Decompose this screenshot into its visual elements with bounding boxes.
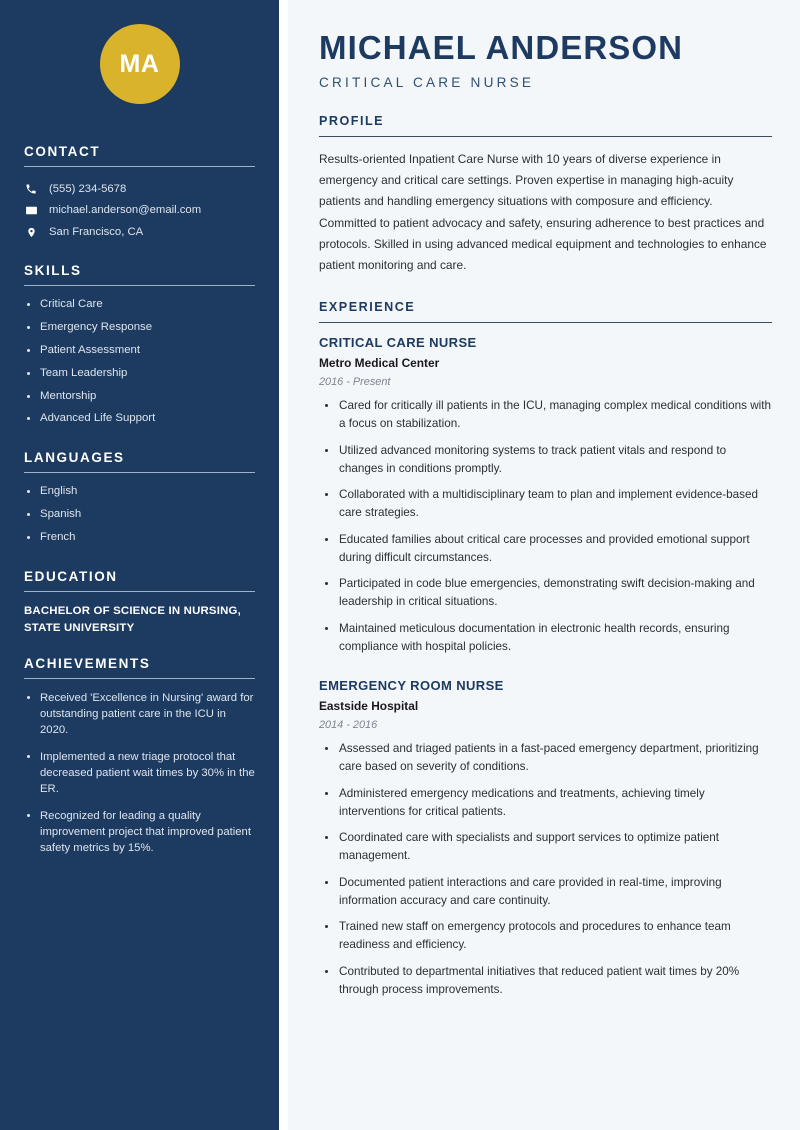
experience-spacer — [319, 664, 772, 678]
list-item: Coordinated care with specialists and support services to optimize patient management. — [319, 829, 772, 866]
experience-job-title: EMERGENCY ROOM NURSE — [319, 678, 504, 694]
experience-job-title: CRITICAL CARE NURSE — [319, 335, 477, 351]
list-item: Recognized for leading a quality improvement project that improved patient safety metrics by 15%. — [24, 808, 255, 856]
education-degree: BACHELOR OF SCIENCE IN NURSING, STATE UNIVERSITY — [24, 605, 241, 634]
job-subtitle: CRITICAL CARE NURSE — [319, 74, 535, 90]
contact-item-location — [24, 221, 255, 243]
profile-section — [319, 114, 772, 276]
list-item: Trained new staff on emergency protocols and procedures to enhance team readiness and efficiency. — [319, 918, 772, 955]
list-item: Advanced Life Support — [24, 411, 255, 426]
list-item: English — [24, 484, 255, 499]
experience-divider — [319, 322, 772, 323]
avatar-initials: MA — [119, 49, 160, 78]
list-item: Assessed and triaged patients in a fast-paced emergency department, prioritizing care based on severity of conditions. — [319, 740, 772, 777]
main-content — [288, 0, 800, 1130]
list-item: Contributed to departmental initiatives that reduced patient wait times by 20% through process improvements. — [319, 963, 772, 1000]
phone-icon — [24, 183, 38, 195]
education-divider — [24, 591, 255, 592]
experience-dates: 2016 - Present — [319, 376, 391, 389]
experience-dates: 2014 - 2016 — [319, 719, 378, 732]
languages-heading: LANGUAGES — [24, 450, 125, 466]
avatar — [100, 24, 180, 104]
contact-email-value: michael.anderson@email.com — [49, 204, 202, 217]
skills-heading: SKILLS — [24, 263, 82, 279]
avatar-container — [24, 0, 255, 128]
panel-gutter — [279, 0, 288, 1130]
achievements-section — [24, 640, 255, 856]
education-heading: EDUCATION — [24, 569, 118, 585]
contact-item-email[interactable] — [24, 200, 255, 222]
contact-section — [24, 128, 255, 243]
languages-section — [24, 434, 255, 545]
map-pin-icon — [24, 226, 38, 239]
list-item: Emergency Response — [24, 320, 255, 335]
contact-item-phone[interactable] — [24, 178, 255, 200]
list-item: Collaborated with a multidisciplinary team to plan and implement evidence-based care strategies. — [319, 486, 772, 523]
list-item: Critical Care — [24, 297, 255, 312]
list-item: Cared for critically ill patients in the ICU, managing complex medical conditions with a focus on stabilization. — [319, 397, 772, 434]
page-title: MICHAEL ANDERSON — [319, 29, 684, 66]
list-item: Administered emergency medications and treatments, achieving timely interventions for critical patients. — [319, 785, 772, 822]
contact-location-value: San Francisco, CA — [49, 225, 144, 238]
experience-company: Metro Medical Center — [319, 356, 440, 371]
list-item: Participated in code blue emergencies, demonstrating swift decision-making and leadership in critical situations. — [319, 575, 772, 612]
list-item: Team Leadership — [24, 366, 255, 381]
experience-bullet-list — [319, 397, 772, 656]
achievements-list — [24, 690, 255, 856]
profile-text: Results-oriented Inpatient Care Nurse with 10 years of diverse experience in emergency and critical care settings. Proven expertise in managing high-acuity patients and handling emergency situations with composure and efficiency. Committed to patient advocacy and safety, ensuring adherence to best practices and protocols. Skilled in using advanced medical equipment and technologies to enhance patient monitoring and care. — [319, 151, 767, 272]
experience-section — [319, 300, 772, 999]
list-item: Maintained meticulous documentation in electronic health records, ensuring compliance with hospital policies. — [319, 620, 772, 657]
education-section — [24, 553, 255, 636]
experience-entry — [319, 678, 772, 999]
experience-heading: EXPERIENCE — [319, 300, 416, 315]
profile-divider — [319, 136, 772, 137]
contact-divider — [24, 166, 255, 167]
envelope-icon — [24, 204, 38, 217]
languages-divider — [24, 472, 255, 473]
experience-company: Eastside Hospital — [319, 699, 419, 714]
list-item: French — [24, 530, 255, 545]
contact-phone-value: (555) 234-5678 — [49, 182, 127, 195]
experience-entry — [319, 335, 772, 656]
list-item: Spanish — [24, 507, 255, 522]
achievements-heading: ACHIEVEMENTS — [24, 656, 151, 672]
experience-bullet-list — [319, 740, 772, 999]
languages-list — [24, 484, 255, 545]
list-item: Utilized advanced monitoring systems to track patient vitals and respond to changes in conditions promptly. — [319, 442, 772, 479]
sidebar — [0, 0, 279, 1130]
list-item: Educated families about critical care processes and provided emotional support during difficult circumstances. — [319, 531, 772, 568]
list-item: Implemented a new triage protocol that decreased patient wait times by 30% in the ER. — [24, 749, 255, 797]
skills-section — [24, 247, 255, 427]
list-item: Patient Assessment — [24, 343, 255, 358]
achievements-divider — [24, 678, 255, 679]
profile-heading: PROFILE — [319, 113, 385, 128]
list-item: Documented patient interactions and care provided in real-time, improving information accuracy and care continuity. — [319, 874, 772, 911]
contact-heading: CONTACT — [24, 144, 101, 159]
list-item: Mentorship — [24, 389, 255, 404]
list-item: Received 'Excellence in Nursing' award for outstanding patient care in the ICU in 2020. — [24, 690, 255, 738]
skills-list — [24, 297, 255, 427]
skills-divider — [24, 285, 255, 286]
